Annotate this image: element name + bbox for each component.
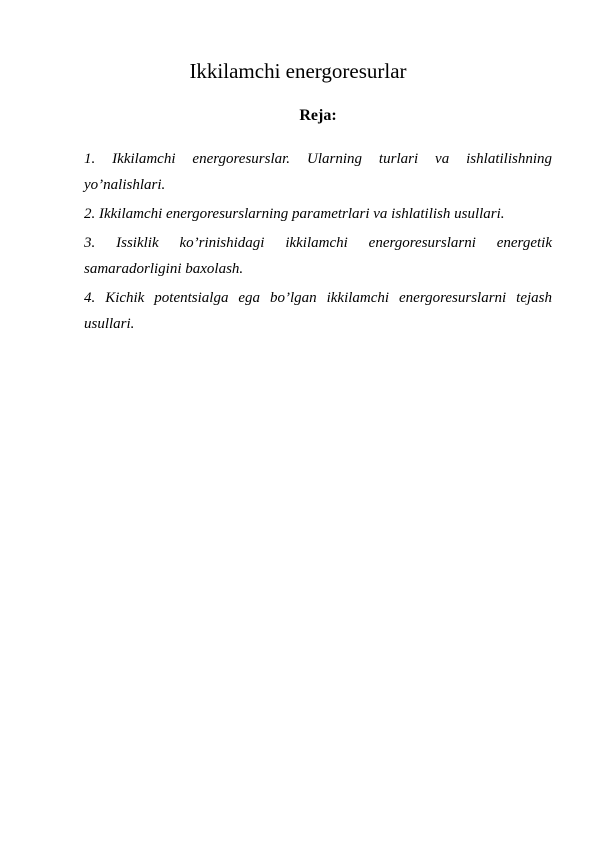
plan-item-1: 1. Ikkilamchi energoresurslar. Ularning turlari va ishlatilishning yo’nalishlari. xyxy=(84,151,552,193)
document-title: Ikkilamchi energoresurlar xyxy=(189,59,407,83)
plan-item-2: 2. Ikkilamchi energoresurslarning parametrlari va ishlatilish usullari. xyxy=(84,206,505,222)
plan-heading: Reja: xyxy=(299,107,337,124)
plan-list xyxy=(84,146,552,340)
plan-item-4: 4. Kichik potentsialga ega bo’lgan ikkilamchi energoresurslarni tejash usullari. xyxy=(84,290,552,332)
plan-item-3: 3. Issiklik ko’rinishidagi ikkilamchi energoresurslarni energetik samaradorligini baxolash. xyxy=(84,235,552,277)
